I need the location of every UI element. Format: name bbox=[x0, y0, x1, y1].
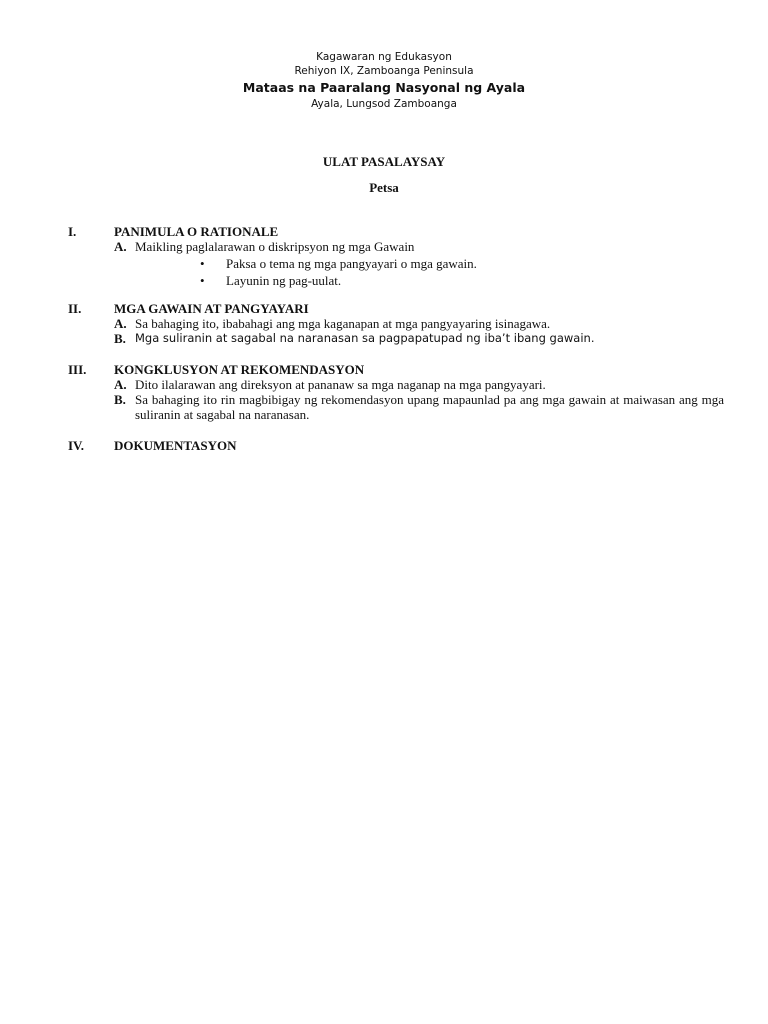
section-title: DOKUMENTASYON bbox=[114, 438, 237, 453]
section-heading bbox=[68, 224, 724, 239]
item-text: Mga suliranin at sagabal na naranasan sa pagpapatupad ng iba’t ibang gawain. bbox=[135, 331, 595, 345]
item-letter: A. bbox=[114, 377, 127, 392]
item-letter: A. bbox=[114, 239, 127, 254]
section-title: PANIMULA O RATIONALE bbox=[114, 224, 279, 239]
school-name: Mataas na Paaralang Nasyonal ng Ayala bbox=[242, 80, 526, 95]
item-text: Dito ilalarawan ang direksyon at pananaw sa mga naganap na mga pangyayari. bbox=[135, 377, 546, 392]
bullet-item bbox=[200, 256, 724, 271]
section-4 bbox=[68, 438, 724, 453]
section-1 bbox=[68, 224, 724, 288]
item-letter: B. bbox=[114, 331, 126, 346]
item-text: Sa bahaging ito rin magbibigay ng rekomendasyon upang mapaunlad pa ang mga gawain at maiwasan ang mga suliranin at sagabal na naranasan. bbox=[135, 392, 724, 422]
section-heading bbox=[68, 438, 724, 453]
list-item bbox=[114, 377, 724, 392]
list-item bbox=[114, 392, 724, 422]
item-letter: B. bbox=[114, 392, 126, 407]
section-number: I. bbox=[68, 224, 77, 239]
section-heading bbox=[68, 362, 724, 377]
list-item bbox=[114, 331, 724, 346]
section-number: III. bbox=[68, 362, 87, 377]
section-number: II. bbox=[68, 301, 82, 316]
bullet-glyph: • bbox=[200, 256, 205, 271]
bullet-glyph: • bbox=[200, 273, 205, 288]
bullet-text: Layunin ng pag-uulat. bbox=[226, 273, 342, 288]
region-name: Rehiyon IX, Zamboanga Peninsula bbox=[294, 65, 474, 77]
item-letter: A. bbox=[114, 316, 127, 331]
bullet-item bbox=[200, 273, 724, 288]
date-label: Petsa bbox=[369, 180, 399, 195]
item-text: Sa bahaging ito, ibabahagi ang mga kaganapan at mga pangyayaring isinagawa. bbox=[135, 316, 551, 331]
section-title: KONGKLUSYON AT REKOMENDASYON bbox=[114, 362, 365, 377]
section-heading bbox=[68, 301, 724, 316]
document-title: ULAT PASALAYSAY bbox=[322, 154, 446, 169]
department-name: Kagawaran ng Edukasyon bbox=[316, 51, 452, 63]
section-3 bbox=[68, 362, 724, 422]
section-title: MGA GAWAIN AT PANGYAYARI bbox=[114, 301, 309, 316]
school-address: Ayala, Lungsod Zamboanga bbox=[311, 98, 457, 110]
list-item bbox=[114, 316, 724, 331]
list-item bbox=[114, 239, 724, 254]
document-header bbox=[0, 50, 768, 111]
section-number: IV. bbox=[68, 438, 85, 453]
section-2 bbox=[68, 301, 724, 346]
bullet-text: Paksa o tema ng mga pangyayari o mga gawain. bbox=[226, 256, 477, 271]
item-text: Maikling paglalarawan o diskripsyon ng mga Gawain bbox=[135, 239, 415, 254]
